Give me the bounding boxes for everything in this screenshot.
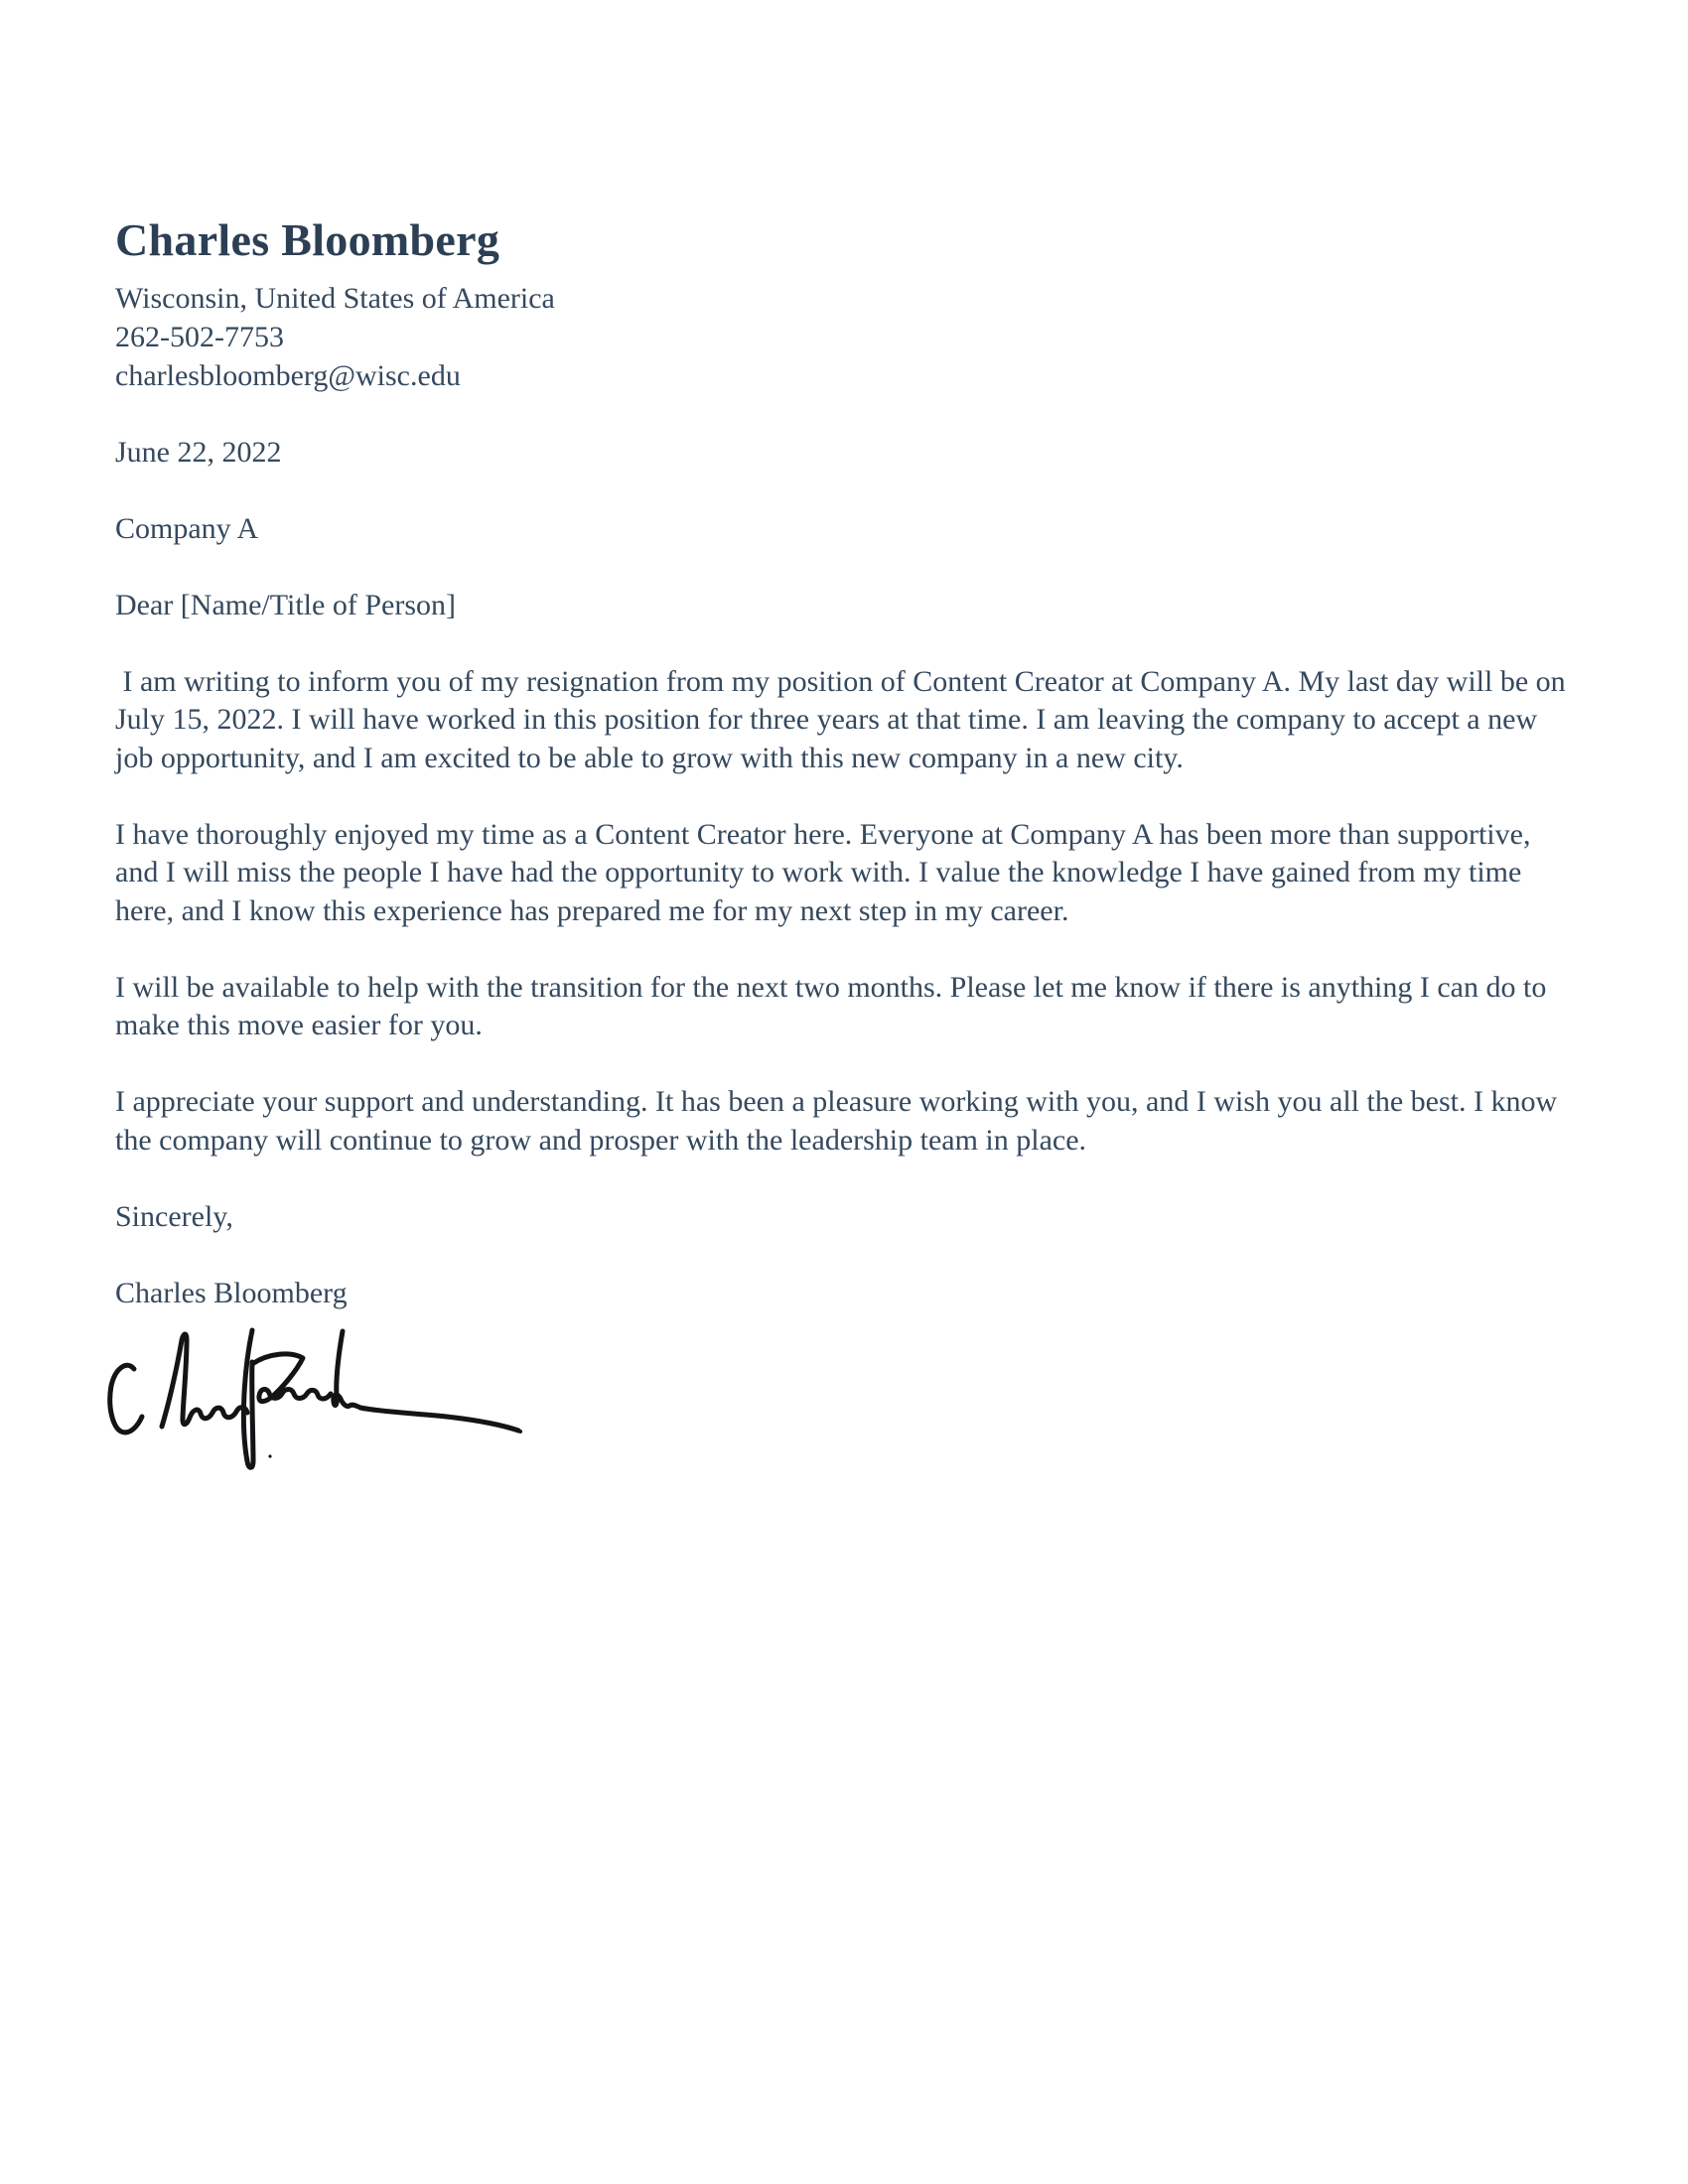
- sender-phone: 262-502-7753: [115, 321, 284, 353]
- letter-paragraph-2: I have thoroughly enjoyed my time as a Content Creator here. Everyone at Company A has been more than supportive, and I will miss the people I have had the opportunity to work with. I value the knowledge I have gained from my time here, and I know this experience has prepared me for my next step in my career.: [115, 817, 1538, 927]
- closing-salutation: Sincerely,: [115, 1199, 233, 1233]
- sender-contact-block: [115, 279, 1575, 395]
- sender-email: charlesbloomberg@wisc.edu: [115, 359, 461, 392]
- sender-name: Charles Bloomberg: [115, 214, 500, 265]
- sender-location: Wisconsin, United States of America: [115, 282, 555, 315]
- recipient-company: Company A: [115, 511, 259, 545]
- letter-paragraph-4: I appreciate your support and understanding. It has been a pleasure working with you, and I wish you all the best. I know the company will continue to grow and prosper with the leadership team in place.: [115, 1085, 1565, 1157]
- letter-header: [115, 214, 1575, 395]
- signature-name: Charles Bloomberg: [115, 1276, 348, 1309]
- letter-body: [115, 434, 1575, 1474]
- handwritten-signature: [107, 1324, 524, 1473]
- letter-date: June 22, 2022: [115, 435, 282, 469]
- letter-paragraph-1: I am writing to inform you of my resignation from my position of Content Creator at Company A. My last day will be on July 15, 2022. I will have worked in this position for three years at that time. I am leaving the company to accept a new job opportunity, and I am excited to be able to grow with this new company in a new city.: [115, 664, 1574, 774]
- letter-paragraph-3: I will be available to help with the transition for the next two months. Please let me know if there is anything I can do to make this move easier for you.: [115, 970, 1554, 1041]
- salutation: Dear [Name/Title of Person]: [115, 588, 456, 621]
- signature-image: [107, 1324, 524, 1473]
